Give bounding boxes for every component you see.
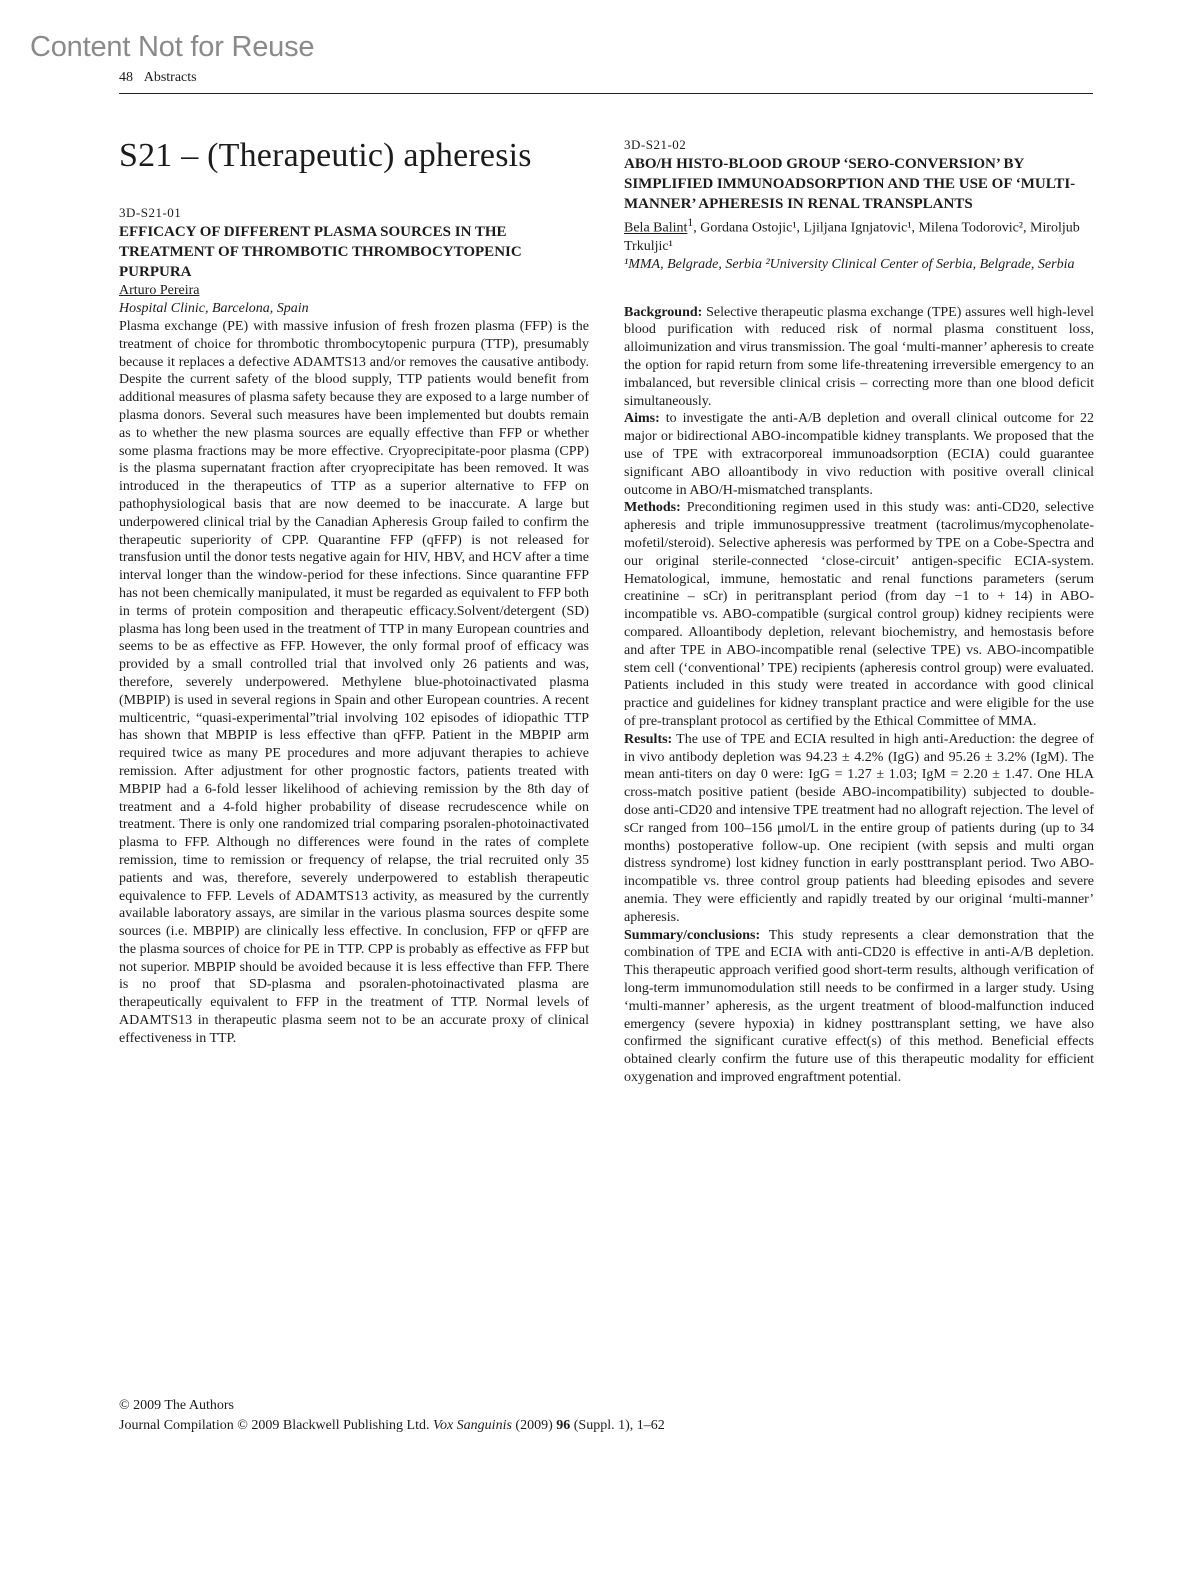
presenting-author: Bela Balint bbox=[624, 220, 688, 236]
journal-compilation-line bbox=[119, 1416, 665, 1436]
left-column bbox=[119, 136, 589, 1048]
abstract-1 bbox=[119, 204, 589, 1048]
section-label: Summary/conclusions: bbox=[624, 927, 761, 943]
author-list bbox=[119, 282, 589, 300]
abstract-title: EFFICACY OF DIFFERENT PLASMA SOURCES IN THE TREATMENT OF THROMBOTIC THROMBOCYTOPENIC PURPURA bbox=[119, 224, 522, 280]
page-footer bbox=[119, 1396, 665, 1436]
presenting-author: Arturo Pereira bbox=[119, 283, 200, 298]
abstract-id: 3D-S21-02 bbox=[624, 137, 687, 152]
journal-issue-pages: (Suppl. 1), 1–62 bbox=[570, 1418, 665, 1433]
abstract-title: ABO/H HISTO-BLOOD GROUP ‘SERO-CONVERSION’ BY SIMPLIFIED IMMUNOADSORPTION AND THE USE OF ‘MULTI-MANNER’ APHERESIS IN RENAL TRANSPLANTS bbox=[624, 156, 1076, 212]
journal-year: (2009) bbox=[511, 1418, 557, 1433]
author-list bbox=[624, 214, 1094, 256]
abstract-body: Plasma exchange (PE) with massive infusion of fresh frozen plasma (FFP) is the treatment of choice for thrombotic thrombocytopenic purpura (TTP), presumably because it replaces a defective ADAMTS13 and/or removes the causative antibody. Despite the current safety of the blood supply, TTP patients would benefit from additional measures of plasma safety because they are exposed to a large number of plasma donors. Several such measures have been implemented but doubts remain as to whether the new plasma sources are equally effective than FFP or whether some plasma fractions may be more effective. Cryoprecipitate-poor plasma (CPP) is the plasma supernatant fraction after cryoprecipitate has been removed. It was introduced in the therapeutics of TTP as a superior alternative to FFP on pathophysiological basis that are now deemed to be inaccurate. A large but underpowered clinical trial by the Canadian Apheresis Group failed to confirm the therapeutic superiority of CPP. Quarantine FFP (qFFP) is not released for transfusion until the donor tests negative again for HIV, HBV, and HCV after a time interval longer than the window-period for these infections. Since quarantine FFP has not been chemically manipulated, it must be regarded as equivalent to FFP both in terms of protein composition and therapeutic efficacy.Solvent/detergent (SD) plasma has long been used in the treatment of TTP in many European countries and seems to be as effective as FFP. However, the only formal proof of efficacy was provided by a small controlled trial that involved only 26 patients and was, therefore, severely underpowered. Methylene blue-photoinactivated plasma (MBPIP) is used in several regions in Spain and other European countries. A recent multicentric, “quasi-experimental”trial involving 102 episodes of idiopathic TTP has shown that MBPIP is less effective than qFFP. Patient in the MBPIP arm required twice as many PE procedures and more adjuvant therapies to achieve remission. After adjustment for other prognostic factors, patients treated with MBPIP had a 6-fold lesser likelihood of achieving remission by the 8th day of treatment and a 4-fold higher probability of disease recrudescence while on treatment. There is only one randomized trial comparing psoralen-photoinactivated plasma to FFP. Although no differences were found in the rates of complete remission, time to remission or frequency of relapse, the trial recruited only 35 patients and was, therefore, severely underpowered to establish therapeutic equivalence to FFP. Levels of ADAMTS13 activity, as measured by the currently available laboratory assays, are similar in the various plasma sources despite some sources (i.e. MBPIP) are clinically less effective. In conclusion, FFP or qFFP are the plasma sources of choice for PE in TTP. CPP is probably as effective as FFP but not superior. MBPIP should be avoided because it is less effective than FFP. There is no proof that SD-plasma and psoralen-photoinactivated plasma are therapeutically equivalent to FFP in the treatment of TTP. Normal levels of ADAMTS13 in therapeutic plasma seem not to be an accurate proxy of clinical effectiveness in TTP. bbox=[119, 319, 589, 1046]
section-text: Selective therapeutic plasma exchange (TPE) assures well high-level blood purification with reduced risk of normal plasma constituent loss, alloimunization and virus transmission. The goal ‘multi-manner’ apheresis to create the option for rapid return from some life-threatening irreversible emergency to an imbalanced, but reversible clinical crisis – correcting more than one blood deficit simultaneously. bbox=[624, 304, 1094, 409]
abstract-2 bbox=[624, 136, 1094, 1087]
running-header bbox=[119, 70, 197, 86]
coauthors: , Gordana Ostojic¹, Ljiljana Ignjatovic¹, Milena Todorovic², Miroljub Trkuljic¹ bbox=[624, 220, 1080, 254]
section-label: Aims: bbox=[624, 411, 660, 427]
methods-paragraph bbox=[624, 499, 1094, 730]
journal-volume: 96 bbox=[556, 1418, 571, 1433]
journal-section-label: Abstracts bbox=[143, 70, 197, 85]
conclusions-paragraph bbox=[624, 927, 1094, 1087]
copyright-line: © 2009 The Authors bbox=[119, 1398, 234, 1413]
section-text: to investigate the anti-A/B depletion and overall clinical outcome for 22 major or bidirectional ABO-incompatible kidney transplants. We proposed that the use of TPE with extracorporeal immunoadsorption (ECIA) could guarantee significant ABO alloantibody in vivo reduction with positive overall clinical outcome in ABO/H-mismatched transplants. bbox=[624, 411, 1094, 498]
compilation-text: Journal Compilation © 2009 Blackwell Publishing Ltd. bbox=[119, 1418, 433, 1433]
section-label: Background: bbox=[624, 304, 703, 320]
abstract-id: 3D-S21-01 bbox=[119, 205, 182, 220]
section-title: S21 – (Therapeutic) apheresis bbox=[119, 137, 532, 174]
watermark: Content Not for Reuse bbox=[30, 31, 315, 63]
page-number: 48 bbox=[119, 70, 133, 85]
section-text: This study represents a clear demonstration that the combination of TPE and ECIA with anti-CD20 is effective in anti-A/B depletion. This therapeutic approach verified good short-term results, although verification of long-term immunomodulation still needs to be confirmed in a larger study. Using ‘multi-manner’ apheresis, as the urgent treatment of blood-malfunction induced emergency (severe hypoxia) in kidney posttransplant setting, we have also confirmed the significant curative effect(s) of this method. Beneficial effects obtained clearly confirm the future use of this therapeutic modality for efficient oxygenation and improved engraftment potential. bbox=[624, 927, 1094, 1085]
affiliation: ¹MMA, Belgrade, Serbia ²University Clinical Center of Serbia, Belgrade, Serbia bbox=[624, 256, 1075, 272]
affiliation: Hospital Clinic, Barcelona, Spain bbox=[119, 301, 309, 316]
section-label: Methods: bbox=[624, 500, 681, 516]
journal-name: Vox Sanguinis bbox=[432, 1418, 512, 1433]
header-rule bbox=[119, 93, 1093, 94]
section-text: Preconditioning regimen used in this study was: anti-CD20, selective apheresis and triple immunosuppressive treatment (tacrolimus/mycophenolate-mofetil/steroid). Selective apheresis was performed by TPE on a Cobe-Spectra and our original sterile-connected ‘close-circuit’ antigen-specific ECIA-system. Hematological, immune, hemostatic and renal functions parameters (serum creatinine – sCr) in peritransplant period (from day −1 to + 14) in ABO-incompatible vs. ABO-compatible (surgical control group) kidney recipients were compared. Alloantibody depletion, relevant biochemistry, and hemostasis before and after TPE in ABO-incompatible renal (selective TPE) vs. ABO-incompatible stem cell (‘conventional’ TPE) recipients (apheresis control group) were evaluated. Patients included in this study were treated in accordance with good clinical practice and guidelines for kidney transplant practice and were eligible for the use of pre-transplant protocol as certified by the Ethical Committee of MMA. bbox=[624, 500, 1094, 729]
section-text: The use of TPE and ECIA resulted in high anti-Areduction: the degree of in vivo antibody depletion was 94.23 ± 4.2% (IgG) and 95.26 ± 3.2% (IgM). The mean anti-titers on day 0 were: IgG = 1.27 ± 1.03; IgM = 2.20 ± 1.47. One HLA cross-match positive patient (beside ABO-incompatibility) subjected to double-dose anti-CD20 and intensive TPE treatment had no allograft rejection. The level of sCr ranged from 100–156 μmol/L in the entire group of patients during (up to 34 months) postoperative follow-up. One recipient (with sepsis and multi organ distress syndrome) lost kidney function in early posttransplant period. Two ABO-incompatible vs. three control group patients had bleeding episodes and severe anemia. They were efficiently and rapidly treated by our original ‘multi-manner’ apheresis. bbox=[624, 731, 1094, 925]
affiliation-marker: 1 bbox=[687, 216, 694, 229]
results-paragraph bbox=[624, 731, 1094, 927]
background-paragraph bbox=[624, 304, 1094, 411]
section-label: Results: bbox=[624, 731, 673, 747]
abstract-body bbox=[624, 304, 1094, 1087]
right-column bbox=[624, 136, 1094, 1087]
aims-paragraph bbox=[624, 410, 1094, 499]
